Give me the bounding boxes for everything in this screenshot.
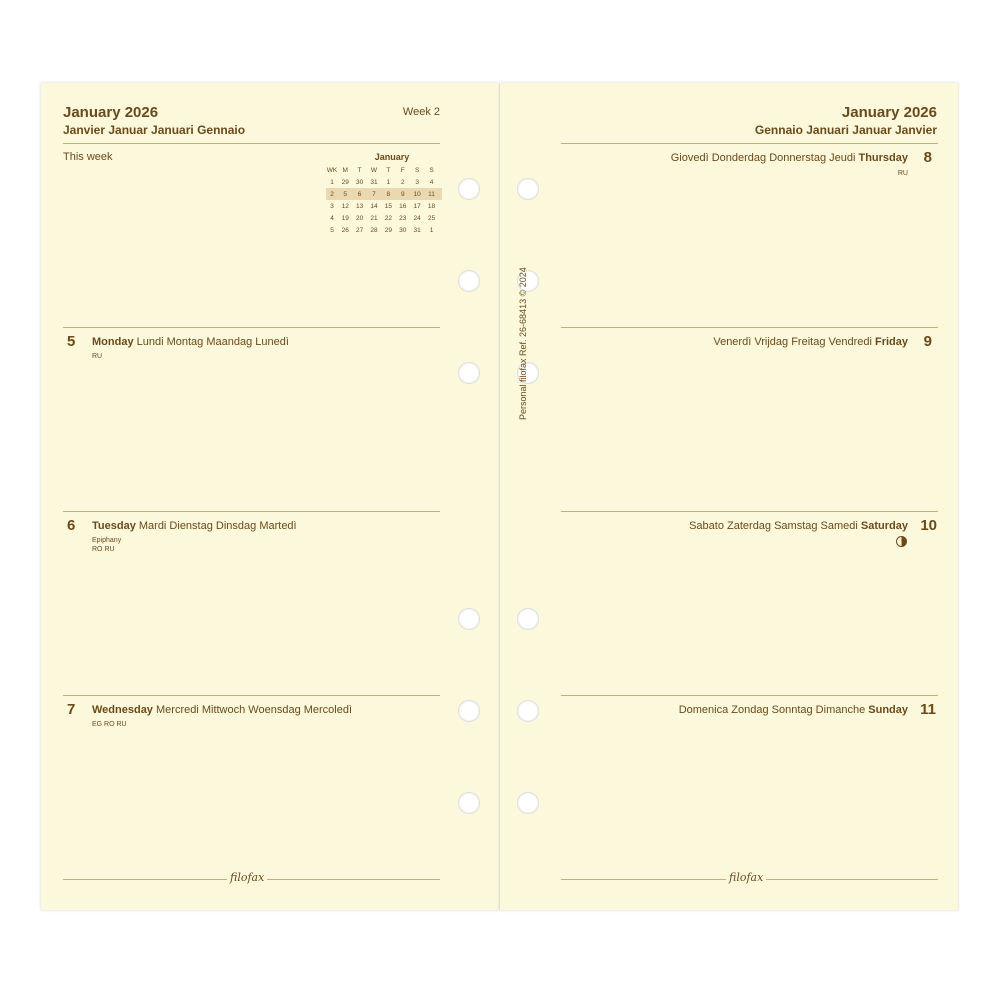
day-number-wednesday: 7 [67,701,76,718]
mc-cell: 30 [355,178,364,186]
day-name-thursday [671,152,908,164]
mc-cell: 10 [413,190,421,198]
day-name-bold: Thursday [858,152,908,164]
mc-header: WK [326,166,338,174]
spine-reference-text: Personal filofax Ref. 26-68413 © 2024 [518,267,528,420]
day-rule [561,511,938,512]
ring-hole [517,700,539,722]
this-week-label: This week [63,151,113,163]
mc-cell: 3 [330,202,334,210]
mini-calendar-week-row [326,176,442,188]
day-name-sunday [679,704,908,716]
mc-cell: 1 [386,178,391,186]
header-rule [561,143,938,144]
right-page [500,83,958,910]
day-name-translations: Giovedì Donderdag Donnerstag Jeudi [670,152,859,164]
mc-cell: 26 [341,226,349,234]
day-name-bold: Monday [92,336,134,348]
mini-calendar-header-row [326,164,442,176]
day-name-bold: Sunday [868,704,908,716]
mc-header: T [357,166,362,174]
mc-header: T [386,166,391,174]
mc-cell: 17 [413,202,421,210]
mini-calendar [326,152,442,236]
mc-header: W [370,166,378,174]
filofax-logo: filofax [726,871,766,884]
mc-cell: 9 [400,190,405,198]
mc-cell: 12 [341,202,349,210]
mc-cell: 25 [427,214,436,222]
mc-cell: 18 [427,202,436,210]
mc-cell: 29 [341,178,349,186]
day-name-friday [713,336,908,348]
mini-calendar-current-week-row [326,188,442,200]
day-note: RO RU [92,546,115,553]
day-name-saturday [689,520,908,532]
mc-cell: 27 [355,226,364,234]
day-note: RU [897,170,908,177]
day-name-translations: Venerdì Vrijdag Freitag Vendredi [713,336,875,348]
mc-header: S [429,166,434,174]
day-number-friday: 9 [923,333,932,350]
ring-hole [458,362,480,384]
mc-cell: 31 [370,178,378,186]
mc-cell: 4 [429,178,434,186]
day-rule [561,695,938,696]
mc-cell: 22 [384,214,392,222]
day-name-translations: Sabato Zaterdag Samstag Samedi [689,520,861,532]
mc-cell: 29 [384,226,392,234]
day-number-tuesday: 6 [67,517,76,534]
day-rule [561,327,938,328]
mc-header: F [400,166,405,174]
mc-cell: 28 [370,226,378,234]
day-name-translations: Lundi Montag Maandag Lunedì [133,336,289,348]
mini-calendar-month: January [374,152,410,162]
mc-cell: 2 [400,178,405,186]
day-note: RU [92,353,103,360]
day-number-thursday: 8 [923,149,932,166]
week-number: Week 2 [402,106,440,118]
mc-cell: 30 [399,226,407,234]
ring-hole [458,608,480,630]
day-name-translations: Domenica Zondag Sonntag Dimanche [678,704,869,716]
header-rule [63,143,440,144]
day-number-saturday: 10 [920,517,937,534]
day-name-translations: Mercredi Mittwoch Woensdag Mercoledì [152,704,353,716]
left-month-title: January 2026 [63,104,159,121]
day-number-monday: 5 [67,333,76,350]
ring-hole [517,178,539,200]
mc-cell: 5 [343,190,347,198]
day-rule [63,511,440,512]
ring-hole [458,700,480,722]
day-rule [63,327,440,328]
planner-spread [41,83,959,910]
mc-cell: 1 [330,178,334,186]
mc-cell: 1 [429,226,434,234]
left-page [41,83,499,910]
day-rule [63,695,440,696]
mc-cell: 13 [355,202,364,210]
mc-cell: 31 [413,226,421,234]
left-month-subtitle: Janvier Januar Januari Gennaio [63,123,246,137]
mc-cell: 4 [330,214,334,222]
mc-cell: 11 [428,190,435,198]
mini-calendar-week-row [326,212,442,224]
mc-cell: 8 [386,190,391,198]
right-month-title: January 2026 [841,104,937,121]
mc-cell: 15 [384,202,392,210]
right-month-subtitle: Gennaio Januari Januar Janvier [754,123,937,137]
mc-cell: 2 [330,190,334,198]
mc-cell: 24 [413,214,421,222]
day-name-bold: Saturday [860,520,908,532]
mc-cell: 21 [370,214,378,222]
day-name-wednesday [92,704,352,716]
mini-calendar-week-row [326,200,442,212]
mc-cell: 16 [399,202,407,210]
day-name-bold: Friday [874,336,908,348]
mc-cell: 20 [355,214,364,222]
ring-hole [458,270,480,292]
ring-hole [458,178,480,200]
mc-cell: 14 [370,202,378,210]
mc-header: S [414,166,420,174]
mc-cell: 19 [341,214,349,222]
mini-calendar-week-row [326,224,442,236]
mc-cell: 7 [372,190,376,198]
day-name-translations: Mardi Dienstag Dinsdag Martedì [135,520,297,532]
mc-cell: 23 [399,214,407,222]
day-name-monday [92,336,289,348]
mc-header: M [342,166,348,174]
ring-hole [458,792,480,814]
ring-hole [517,792,539,814]
mc-cell: 5 [330,226,334,234]
day-name-tuesday [92,520,297,532]
ring-hole [517,608,539,630]
mc-cell: 6 [357,190,362,198]
day-note: Epiphany [92,537,122,544]
day-number-sunday: 11 [920,701,936,718]
day-name-bold: Wednesday [92,704,153,716]
filofax-logo: filofax [227,871,267,884]
mc-cell: 3 [415,178,419,186]
day-name-bold: Tuesday [92,520,136,532]
moon-phase-icon [896,536,907,547]
day-note: EG RO RU [92,721,127,728]
